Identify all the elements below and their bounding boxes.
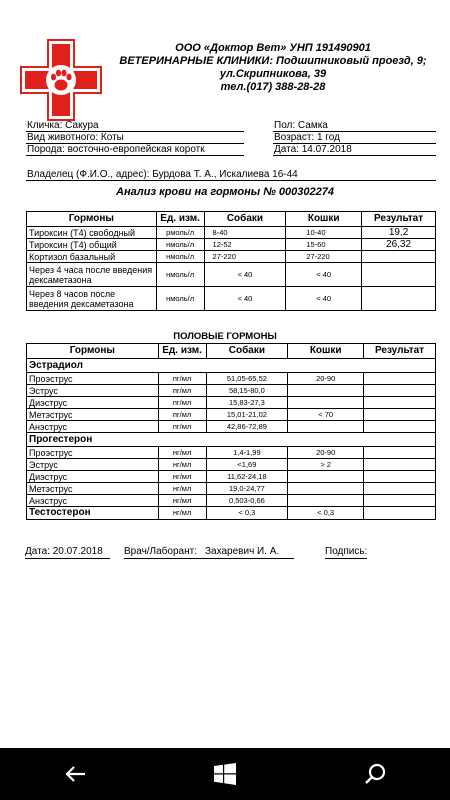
unit-cell: пг/мл	[158, 385, 206, 397]
dogs-cell: 27-220	[204, 251, 286, 263]
table-row	[27, 263, 436, 287]
dogs-cell: 58,15-80,0	[206, 385, 288, 397]
table-header-row	[27, 212, 436, 227]
table-row	[27, 409, 436, 421]
windows-logo-icon	[214, 763, 236, 785]
dogs-cell: 19,0-24,77	[206, 483, 288, 495]
unit-cell: нг/мл	[158, 507, 206, 520]
sex-hormones-table	[26, 343, 436, 520]
cats-cell: 27-220	[286, 251, 362, 263]
footer-date: Дата: 20.07.2018	[25, 546, 103, 557]
estradiol-label: Эстрадиол	[27, 359, 436, 373]
search-icon	[364, 763, 386, 785]
hormone-cell: Через 4 часа после введения дексаметазона	[27, 263, 157, 287]
table-row	[27, 471, 436, 483]
report-date: Дата: 14.07.2018	[274, 144, 352, 155]
cats-cell: < 40	[286, 287, 362, 311]
patient-species: Вид животного: Коты	[27, 132, 124, 143]
phase-cell: Проэструс	[27, 373, 159, 385]
section-row	[27, 359, 436, 373]
table-row	[27, 239, 436, 251]
col-header: Ед. изм.	[158, 344, 206, 359]
cats-cell: < 70	[288, 409, 364, 421]
dogs-cell: 42,86-72,89	[206, 421, 288, 433]
dogs-cell: 15,83-27,3	[206, 397, 288, 409]
col-header: Гормоны	[27, 344, 159, 359]
table-row	[27, 385, 436, 397]
unit-cell: нмоль/л	[156, 239, 204, 251]
result-cell	[364, 507, 436, 520]
result-cell	[364, 459, 436, 471]
patient-name: Кличка: Сакура	[27, 120, 99, 131]
dogs-cell: 8-40	[204, 227, 286, 239]
hormone-cell: Через 8 часов после введения дексаметазона	[27, 287, 157, 311]
back-button[interactable]	[45, 748, 105, 800]
unit-cell: пг/мл	[158, 409, 206, 421]
result-cell	[364, 471, 436, 483]
phase-cell: Эструс	[27, 459, 159, 471]
unit-cell: нг/мл	[158, 447, 206, 459]
phase-cell: Метэструс	[27, 483, 159, 495]
cats-cell	[288, 495, 364, 507]
cats-cell	[288, 483, 364, 495]
signature-label: Подпись:	[325, 546, 368, 557]
dogs-cell: 12-52	[204, 239, 286, 251]
doctor-label: Врач/Лаборант:	[124, 546, 197, 557]
phase-cell: Анэструс	[27, 421, 159, 433]
table-row	[27, 227, 436, 239]
home-button[interactable]	[195, 748, 255, 800]
unit-cell: нг/мл	[158, 471, 206, 483]
clinic-logo-icon	[20, 39, 102, 121]
result-cell	[364, 495, 436, 507]
result-cell	[362, 263, 436, 287]
clinic-line-3: ул.Скрипникова, 39	[219, 68, 327, 80]
result-cell	[364, 409, 436, 421]
unit-cell: нмоль/л	[156, 287, 204, 311]
unit-cell: нг/мл	[158, 495, 206, 507]
clinic-line-2: ВЕТЕРИНАРНЫЕ КЛИНИКИ: Подшипниковый проезд, 9;	[119, 55, 427, 67]
dogs-cell: < 0,3	[206, 507, 288, 520]
unit-cell: нг/мл	[158, 459, 206, 471]
cats-cell	[288, 385, 364, 397]
unit-cell: пг/мл	[158, 397, 206, 409]
section-row	[27, 433, 436, 447]
result-cell	[364, 373, 436, 385]
testosterone-label: Тестостерон	[27, 507, 159, 520]
dogs-cell: 1,4-1,99	[206, 447, 288, 459]
phase-cell: Проэструс	[27, 447, 159, 459]
analysis-title: Анализ крови на гормоны № 000302274	[116, 186, 334, 198]
result-cell	[362, 287, 436, 311]
phase-cell: Эструс	[27, 385, 159, 397]
cats-cell: 20-90	[288, 373, 364, 385]
owner-info: Владелец (Ф.И.О., адрес): Бурдова Т. А., Искалиева 16-44	[27, 169, 298, 180]
table-row	[27, 373, 436, 385]
table-row	[27, 507, 436, 520]
table-row	[27, 251, 436, 263]
table-row	[27, 495, 436, 507]
phase-cell: Диэструс	[27, 397, 159, 409]
table-row	[27, 447, 436, 459]
col-header: Собаки	[206, 344, 288, 359]
col-header: Кошки	[286, 212, 362, 227]
table-row	[27, 483, 436, 495]
cats-cell	[288, 471, 364, 483]
dogs-cell: 0,503-0,66	[206, 495, 288, 507]
table-row	[27, 459, 436, 471]
dogs-cell: 11,62-24,18	[206, 471, 288, 483]
result-cell	[364, 421, 436, 433]
unit-cell: pмоль/л	[156, 227, 204, 239]
cats-cell: < 40	[286, 263, 362, 287]
result-cell: 19,2	[362, 227, 436, 239]
result-cell	[364, 447, 436, 459]
doctor-name: Захаревич И. А.	[205, 546, 280, 557]
col-header: Гормоны	[27, 212, 157, 227]
unit-cell: нмоль/л	[156, 263, 204, 287]
result-cell: 26,32	[362, 239, 436, 251]
patient-breed: Порода: восточно-европейская коротк	[27, 144, 205, 155]
result-cell	[364, 483, 436, 495]
clinic-line-4: тел.(017) 388-28-28	[220, 81, 326, 93]
clinic-line-1: ООО «Доктор Вет» УНП 191490901	[175, 42, 371, 54]
search-button[interactable]	[345, 748, 405, 800]
table-row	[27, 287, 436, 311]
phase-cell: Анэструс	[27, 495, 159, 507]
cats-cell: 20-90	[288, 447, 364, 459]
patient-age: Возраст: 1 год	[274, 132, 340, 143]
hormone-cell: Тироксин (Т4) свободный	[27, 227, 157, 239]
unit-cell: нг/мл	[158, 483, 206, 495]
back-arrow-icon	[64, 765, 86, 783]
dogs-cell: <1,69	[206, 459, 288, 471]
thyroid-cortisol-table	[26, 211, 436, 311]
cats-cell: 10-40	[286, 227, 362, 239]
col-header: Ед. изм.	[156, 212, 204, 227]
hormone-cell: Кортизол базальный	[27, 251, 157, 263]
table-row	[27, 421, 436, 433]
clinic-header	[108, 42, 438, 94]
dogs-cell: 15,01-21,02	[206, 409, 288, 421]
result-cell	[364, 385, 436, 397]
col-header: Результат	[364, 344, 436, 359]
unit-cell: пг/мл	[158, 373, 206, 385]
unit-cell: пг/мл	[158, 421, 206, 433]
cats-cell: < 0,3	[288, 507, 364, 520]
patient-sex: Пол: Самка	[274, 120, 328, 131]
table-row	[27, 397, 436, 409]
cats-cell	[288, 397, 364, 409]
result-cell	[364, 397, 436, 409]
col-header: Кошки	[288, 344, 364, 359]
hormone-cell: Тироксин (Т4) общий	[27, 239, 157, 251]
cats-cell	[288, 421, 364, 433]
phase-cell: Диэструс	[27, 471, 159, 483]
table-header-row	[27, 344, 436, 359]
cats-cell: 15-60	[286, 239, 362, 251]
unit-cell: нмоль/л	[156, 251, 204, 263]
system-nav-bar	[0, 748, 450, 800]
dogs-cell: 51,05-65,52	[206, 373, 288, 385]
dogs-cell: < 40	[204, 263, 286, 287]
result-cell	[362, 251, 436, 263]
sex-hormones-title: ПОЛОВЫЕ ГОРМОНЫ	[173, 331, 277, 342]
dogs-cell: < 40	[204, 287, 286, 311]
phase-cell: Метэструс	[27, 409, 159, 421]
col-header: Результат	[362, 212, 436, 227]
cats-cell: > 2	[288, 459, 364, 471]
col-header: Собаки	[204, 212, 286, 227]
progesterone-label: Прогестерон	[27, 433, 436, 447]
